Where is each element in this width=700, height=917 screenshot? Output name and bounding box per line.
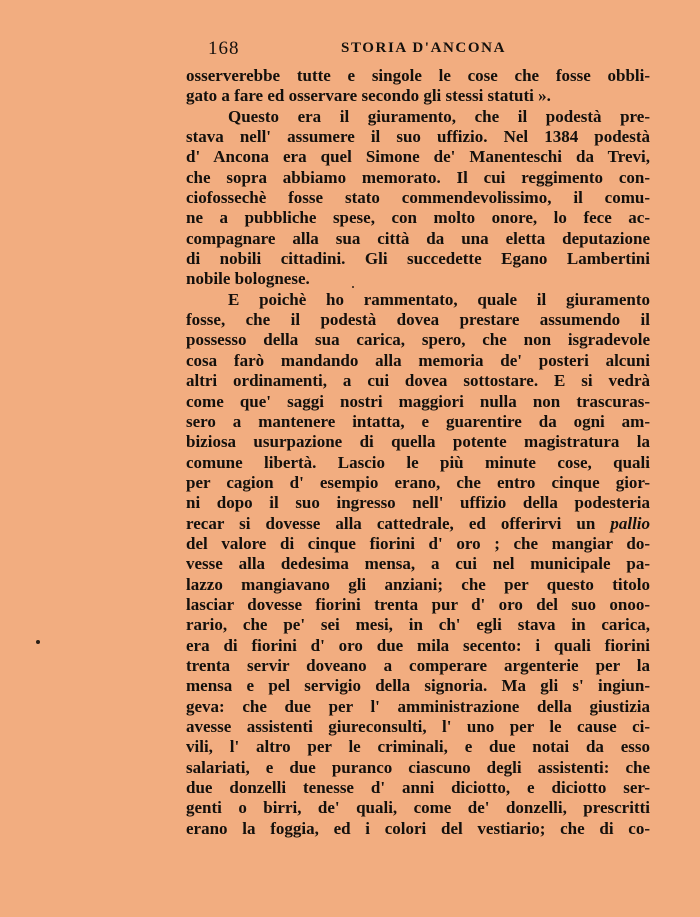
text-line: lasciar dovesse fiorini trenta pur d' oro del suo onoo- [186,594,650,614]
text-line: Questo era il giuramento, che il podestà pre- [228,106,650,126]
text-line-with-italic [186,514,650,534]
text-line: cosa farò mandando alla memoria de' posteri alcuni [186,350,650,370]
text-line: nobile bolognese. [186,269,310,289]
text-line: lazzo mangiavano gli anziani; che per questo titolo [186,574,650,594]
text-line: che sopra abbiamo memorato. Il cui reggimento con- [186,167,650,187]
text-line: comune libertà. Lascio le più minute cose, quali [186,452,650,472]
ink-speck [36,640,40,644]
text-line: erano la foggia, ed i colori del vestiario; che di co- [186,818,650,838]
text-line: d' Ancona era quel Simone de' Manenteschi da Trevi, [186,147,650,167]
italic-word: pallio [610,513,651,533]
page-number: 168 [208,38,240,59]
text-line: vesse alla dedesima mensa, a cui nel municipale pa- [186,554,650,574]
text-line: stava nell' assumere il suo uffizio. Nel 1384 podestà [186,127,650,147]
text-line: vili, l' altro per le criminali, e due notai da esso [186,737,650,757]
text-line: due donzelli tenesse d' anni diciotto, e diciotto ser- [186,778,650,798]
text-line: sero a mantenere intatta, e guarentire da ogni am- [186,411,650,431]
text-line: avesse assistenti giureconsulti, l' uno per le cause ci- [186,717,650,736]
text-line: geva: che due per l' amministrazione della giustizia [186,696,650,716]
text-line: E poichè ho rammentato, quale il giuramento [228,289,650,309]
text-line: fosse, che il podestà dovea prestare assumendo il [186,310,650,330]
text-line: gato a fare ed osservare secondo gli stessi statuti ». [186,86,551,106]
text-line: del valore di cinque fiorini d' oro ; che mangiar do- [186,533,650,553]
page-header [186,38,650,60]
text-segment: recar si dovesse alla cattedrale, ed offerirvi un [186,513,596,533]
text-line: possesso della sua carica, spero, che non isgradevole [186,330,650,350]
text-line: salariati, e due puranco ciascuno degli assistenti: che [186,757,650,777]
text-line: compagnare alla sua città da una eletta deputazione [186,228,650,248]
text-line: ne a pubbliche spese, con molto onore, lo fece ac- [186,208,650,228]
text-line: trenta servir doveano a comperare argenterie per la [186,655,650,675]
text-line: per cagion d' esempio erano, che entro cinque gior- [186,472,650,492]
text-line: altri ordinamenti, a cui dovea sottostare. E si vedrà [186,371,650,391]
text-line: biziosa usurpazione di quella potente magistratura la [186,432,650,452]
text-line: rario, che pe' sei mesi, in ch' egli stava in carica, [186,615,650,635]
running-title: STORIA D'ANCONA [341,40,506,56]
body-text [186,66,650,839]
text-line: era di fiorini d' oro due mila secento: i quali fiorini [186,635,650,655]
text-line: genti o birri, de' quali, come de' donzelli, prescritti [186,798,650,818]
text-line: ciofossechè fosse stato commendevolissimo, il comu- [186,188,650,208]
text-line: come que' saggi nostri maggiori nulla non trascuras- [186,391,650,411]
text-line: mensa e pel servigio della signoria. Ma gli s' ingiun- [186,676,650,696]
text-line: osserverebbe tutte e singole le cose che fosse obbli- [186,66,650,85]
text-line: ni dopo il suo ingresso nell' uffizio della podesteria [186,493,650,513]
text-line: di nobili cittadini. Gli succedette Egano Lambertini [186,249,650,269]
ink-speck [352,286,354,288]
